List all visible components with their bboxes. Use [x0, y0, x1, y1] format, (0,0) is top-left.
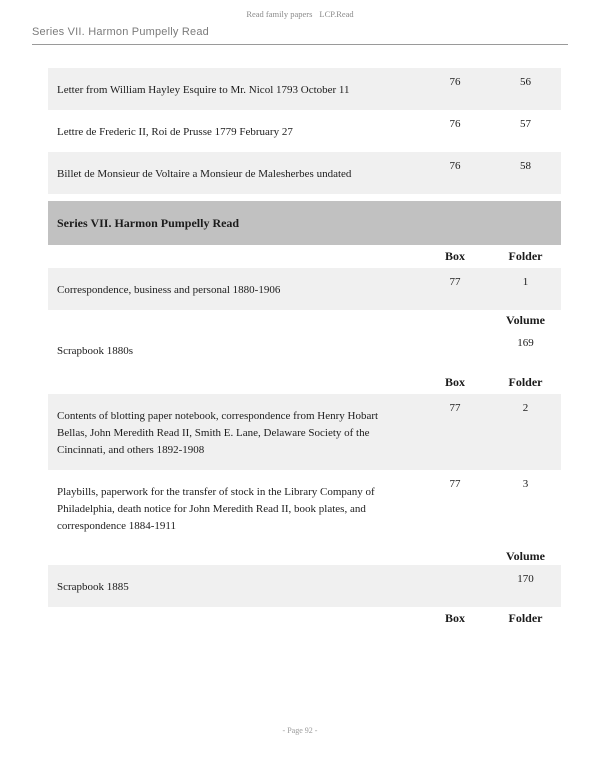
item-title: Scrapbook 1885 [48, 565, 420, 607]
folder-number: 57 [520, 118, 531, 130]
box-column-header: Box [444, 611, 465, 625]
collection-title: Read family papers [246, 9, 313, 19]
item-title: Letter from William Hayley Esquire to Mr. Nicol 1793 October 11 [48, 68, 420, 110]
table-row [48, 565, 561, 607]
running-header [0, 0, 600, 19]
folder-number: 1 [490, 268, 561, 310]
box-column-header: Box [444, 249, 465, 263]
contents-table [48, 68, 561, 630]
volume-header-row [48, 546, 561, 565]
folder-number: 2 [490, 394, 561, 470]
item-title: Contents of blotting paper notebook, correspondence from Henry Hobart Bellas, John Meredith Read II, Smith E. Lane, Delaware Society of the Cincinnati, and others 1892-1908 [48, 394, 420, 470]
box-number [420, 329, 490, 371]
page-section-header: Series VII. Harmon Pumpelly Read [32, 26, 568, 45]
box-number: 76 [449, 118, 461, 130]
folder-column-header: Folder [508, 375, 543, 389]
volume-header-row [48, 310, 561, 329]
table-row [48, 152, 561, 194]
table-row [48, 268, 561, 310]
box-number: 77 [420, 394, 490, 470]
column-header-row [48, 245, 561, 268]
table-row [48, 470, 561, 546]
folder-number: 56 [490, 68, 561, 110]
volume-number: 169 [517, 337, 534, 349]
page-number: - Page 92 - [282, 726, 318, 735]
volume-column-header: Volume [506, 549, 545, 563]
series-header-row [48, 201, 561, 245]
box-number [420, 565, 490, 607]
table-row [48, 68, 561, 110]
volume-number: 170 [490, 565, 561, 607]
box-column-header: Box [444, 375, 465, 389]
item-title: Correspondence, business and personal 1880-1906 [48, 268, 420, 310]
column-header-row [48, 607, 561, 630]
item-title: Lettre de Frederic II, Roi de Prusse 1779 February 27 [57, 126, 293, 138]
box-number: 76 [420, 152, 490, 194]
table-row [48, 394, 561, 470]
table-row [48, 110, 561, 152]
box-number: 77 [420, 268, 490, 310]
folder-column-header: Folder [508, 249, 543, 263]
collection-id: LCP.Read [319, 9, 354, 19]
box-number: 76 [420, 68, 490, 110]
folder-number: 3 [522, 478, 529, 490]
spacer-row [48, 194, 561, 201]
table-row [48, 329, 561, 371]
item-title: Playbills, paperwork for the transfer of stock in the Library Company of Philadelphia, death notice for John Meredith Read II, book plates, and correspondence 1884-1911 [57, 486, 375, 532]
volume-column-header: Volume [506, 313, 545, 327]
folder-number: 58 [490, 152, 561, 194]
series-title: Series VII. Harmon Pumpelly Read [48, 201, 561, 245]
item-title: Scrapbook 1880s [57, 345, 134, 357]
folder-column-header: Folder [508, 611, 543, 625]
box-number: 77 [449, 478, 461, 490]
column-header-row [48, 371, 561, 394]
item-title: Billet de Monsieur de Voltaire a Monsieur de Malesherbes undated [48, 152, 420, 194]
